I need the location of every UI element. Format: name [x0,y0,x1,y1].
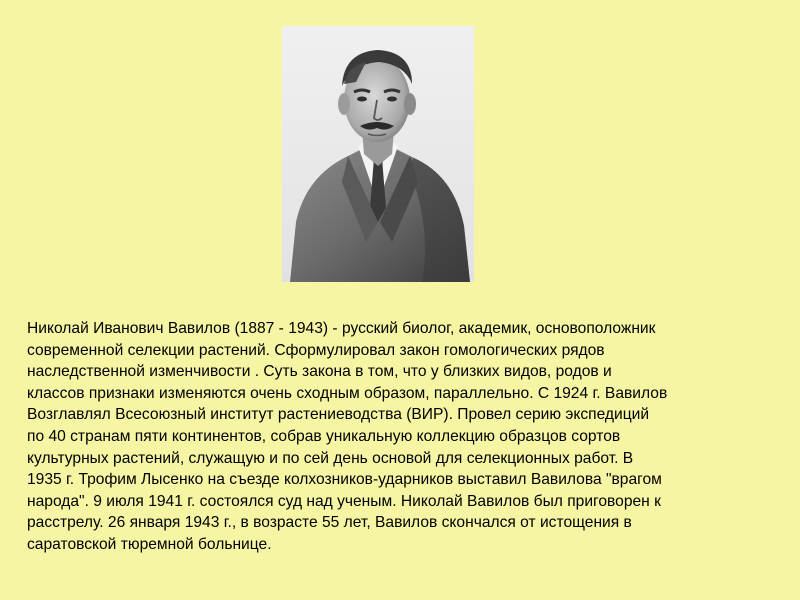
bio-line: Николай Иванович Вавилов (1887 - 1943) - русский биолог, академик, основоположник [27,320,656,337]
bio-line: расстрелу. 26 января 1943 г., в возрасте 55 лет, Вавилов скончался от истощения в [27,514,632,532]
bio-line: саратовской тюремной больнице. [27,535,272,553]
bio-line: Возглавлял Всесоюзный институт растениеводства (ВИР). Провел серию экспедиций [27,406,650,424]
bio-line: культурных растений, служащую и по сей день основой для селекционных работ. В [27,449,634,467]
portrait-illustration [282,26,474,282]
bio-line: наследственной изменчивости . Суть закона в том, что у близких видов, родов и [27,363,612,381]
bio-line: классов признаки изменяются очень сходным образом, параллельно. С 1924 г. Вавилов [27,384,668,402]
bio-line: по 40 странам пяти континентов, собрав уникальную коллекцию образцов сортов [27,427,621,445]
bio-line: современной селекции растений. Сформулировал закон гомологических рядов [27,341,605,359]
bio-line: 1935 г. Трофим Лысенко на съезде колхозников-ударников выставил Вавилова "врагом [27,471,662,489]
biography-text [27,318,767,556]
bio-line: народа". 9 июля 1941 г. состоялся суд над ученым. Николай Вавилов был приговорен к [27,492,661,510]
portrait-photo [282,26,474,282]
